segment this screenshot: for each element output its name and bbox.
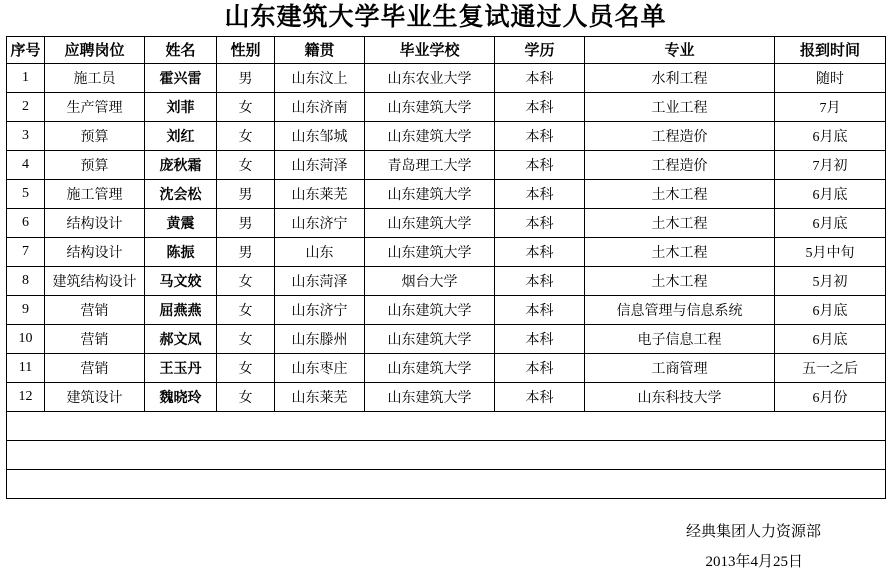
cell-major: 土木工程 [585,208,775,237]
column-header-school: 毕业学校 [365,36,495,63]
cell-report-time: 五一之后 [775,353,886,382]
cell-hometown: 山东济宁 [275,208,365,237]
cell-major: 土木工程 [585,266,775,295]
cell-seq: 1 [7,63,45,92]
cell-position: 营销 [45,324,145,353]
cell-name: 刘菲 [145,92,217,121]
table-blank-row [7,440,886,469]
cell-seq: 10 [7,324,45,353]
table-row [7,353,886,382]
cell-school: 山东建筑大学 [365,324,495,353]
column-header-major: 专业 [585,36,775,63]
cell-school: 山东建筑大学 [365,295,495,324]
cell-hometown: 山东济宁 [275,295,365,324]
cell-hometown: 山东济南 [275,92,365,121]
cell-seq: 5 [7,179,45,208]
cell-degree: 本科 [495,150,585,179]
signature-block [0,517,891,577]
column-header-report-time: 报到时间 [775,36,886,63]
cell-major: 电子信息工程 [585,324,775,353]
cell-position: 结构设计 [45,208,145,237]
cell-hometown: 山东莱芜 [275,179,365,208]
table-row [7,208,886,237]
cell-major: 土木工程 [585,179,775,208]
cell-degree: 本科 [495,179,585,208]
cell-school: 山东建筑大学 [365,237,495,266]
cell-position: 建筑设计 [45,382,145,411]
cell-name: 刘红 [145,121,217,150]
cell-position: 营销 [45,295,145,324]
table-row [7,92,886,121]
cell-gender: 男 [217,63,275,92]
blank-cell [7,469,886,498]
cell-gender: 女 [217,295,275,324]
cell-gender: 女 [217,353,275,382]
cell-gender: 女 [217,324,275,353]
column-header-seq: 序号 [7,36,45,63]
signature-date: 2013年4月25日 [705,553,803,570]
cell-major: 信息管理与信息系统 [585,295,775,324]
cell-seq: 7 [7,237,45,266]
cell-major: 水利工程 [585,63,775,92]
cell-seq: 4 [7,150,45,179]
table-row [7,382,886,411]
table-row [7,266,886,295]
cell-gender: 女 [217,382,275,411]
cell-seq: 11 [7,353,45,382]
cell-hometown: 山东菏泽 [275,266,365,295]
column-header-gender: 性别 [217,36,275,63]
column-header-hometown: 籍贯 [275,36,365,63]
cell-major: 工商管理 [585,353,775,382]
cell-report-time: 7月初 [775,150,886,179]
cell-gender: 男 [217,179,275,208]
table-row [7,179,886,208]
cell-degree: 本科 [495,63,585,92]
cell-position: 营销 [45,353,145,382]
table-row [7,150,886,179]
cell-major: 工程造价 [585,150,775,179]
blank-cell [7,411,886,440]
cell-position: 建筑结构设计 [45,266,145,295]
cell-name: 屈燕燕 [145,295,217,324]
cell-degree: 本科 [495,295,585,324]
cell-school: 山东建筑大学 [365,382,495,411]
cell-major: 工程造价 [585,121,775,150]
cell-degree: 本科 [495,266,585,295]
cell-school: 山东建筑大学 [365,208,495,237]
cell-gender: 男 [217,237,275,266]
table-body [7,63,886,498]
cell-report-time: 5月中旬 [775,237,886,266]
cell-seq: 2 [7,92,45,121]
cell-report-time: 6月底 [775,179,886,208]
cell-gender: 女 [217,150,275,179]
candidates-table [6,36,886,499]
column-header-name: 姓名 [145,36,217,63]
cell-hometown: 山东枣庄 [275,353,365,382]
cell-seq: 9 [7,295,45,324]
cell-seq: 3 [7,121,45,150]
cell-name: 魏晓玲 [145,382,217,411]
cell-degree: 本科 [495,208,585,237]
cell-school: 山东建筑大学 [365,92,495,121]
cell-gender: 女 [217,92,275,121]
cell-seq: 12 [7,382,45,411]
cell-name: 霍兴雷 [145,63,217,92]
cell-report-time: 5月初 [775,266,886,295]
blank-cell [7,440,886,469]
cell-report-time: 6月份 [775,382,886,411]
cell-report-time: 6月底 [775,208,886,237]
cell-major: 山东科技大学 [585,382,775,411]
cell-position: 生产管理 [45,92,145,121]
table-row [7,63,886,92]
cell-major: 土木工程 [585,237,775,266]
table-blank-row [7,469,886,498]
cell-major: 工业工程 [585,92,775,121]
cell-school: 青岛理工大学 [365,150,495,179]
cell-degree: 本科 [495,237,585,266]
cell-school: 烟台大学 [365,266,495,295]
cell-hometown: 山东滕州 [275,324,365,353]
cell-position: 预算 [45,121,145,150]
column-header-degree: 学历 [495,36,585,63]
cell-hometown: 山东莱芜 [275,382,365,411]
cell-hometown: 山东 [275,237,365,266]
table-blank-row [7,411,886,440]
cell-degree: 本科 [495,121,585,150]
cell-name: 马文姣 [145,266,217,295]
cell-report-time: 6月底 [775,324,886,353]
cell-position: 施工员 [45,63,145,92]
table-row [7,324,886,353]
cell-seq: 8 [7,266,45,295]
table-row [7,121,886,150]
page-title: 山东建筑大学毕业生复试通过人员名单 [224,4,667,31]
cell-degree: 本科 [495,324,585,353]
cell-report-time: 随时 [775,63,886,92]
cell-degree: 本科 [495,382,585,411]
cell-school: 山东建筑大学 [365,179,495,208]
cell-school: 山东农业大学 [365,63,495,92]
signature-department: 经典集团人力资源部 [685,523,821,540]
cell-school: 山东建筑大学 [365,121,495,150]
cell-school: 山东建筑大学 [365,353,495,382]
cell-name: 陈振 [145,237,217,266]
table-row [7,295,886,324]
cell-report-time: 6月底 [775,121,886,150]
cell-gender: 男 [217,208,275,237]
cell-name: 黄震 [145,208,217,237]
cell-name: 沈会松 [145,179,217,208]
cell-degree: 本科 [495,92,585,121]
cell-gender: 女 [217,121,275,150]
column-header-position: 应聘岗位 [45,36,145,63]
cell-name: 庞秋霜 [145,150,217,179]
cell-report-time: 7月 [775,92,886,121]
cell-name: 郝文凤 [145,324,217,353]
table-row [7,237,886,266]
cell-report-time: 6月底 [775,295,886,324]
cell-hometown: 山东菏泽 [275,150,365,179]
table-header-row [7,36,886,63]
cell-position: 预算 [45,150,145,179]
cell-degree: 本科 [495,353,585,382]
cell-position: 施工管理 [45,179,145,208]
cell-name: 王玉丹 [145,353,217,382]
cell-seq: 6 [7,208,45,237]
cell-position: 结构设计 [45,237,145,266]
cell-hometown: 山东汶上 [275,63,365,92]
cell-hometown: 山东邹城 [275,121,365,150]
cell-gender: 女 [217,266,275,295]
